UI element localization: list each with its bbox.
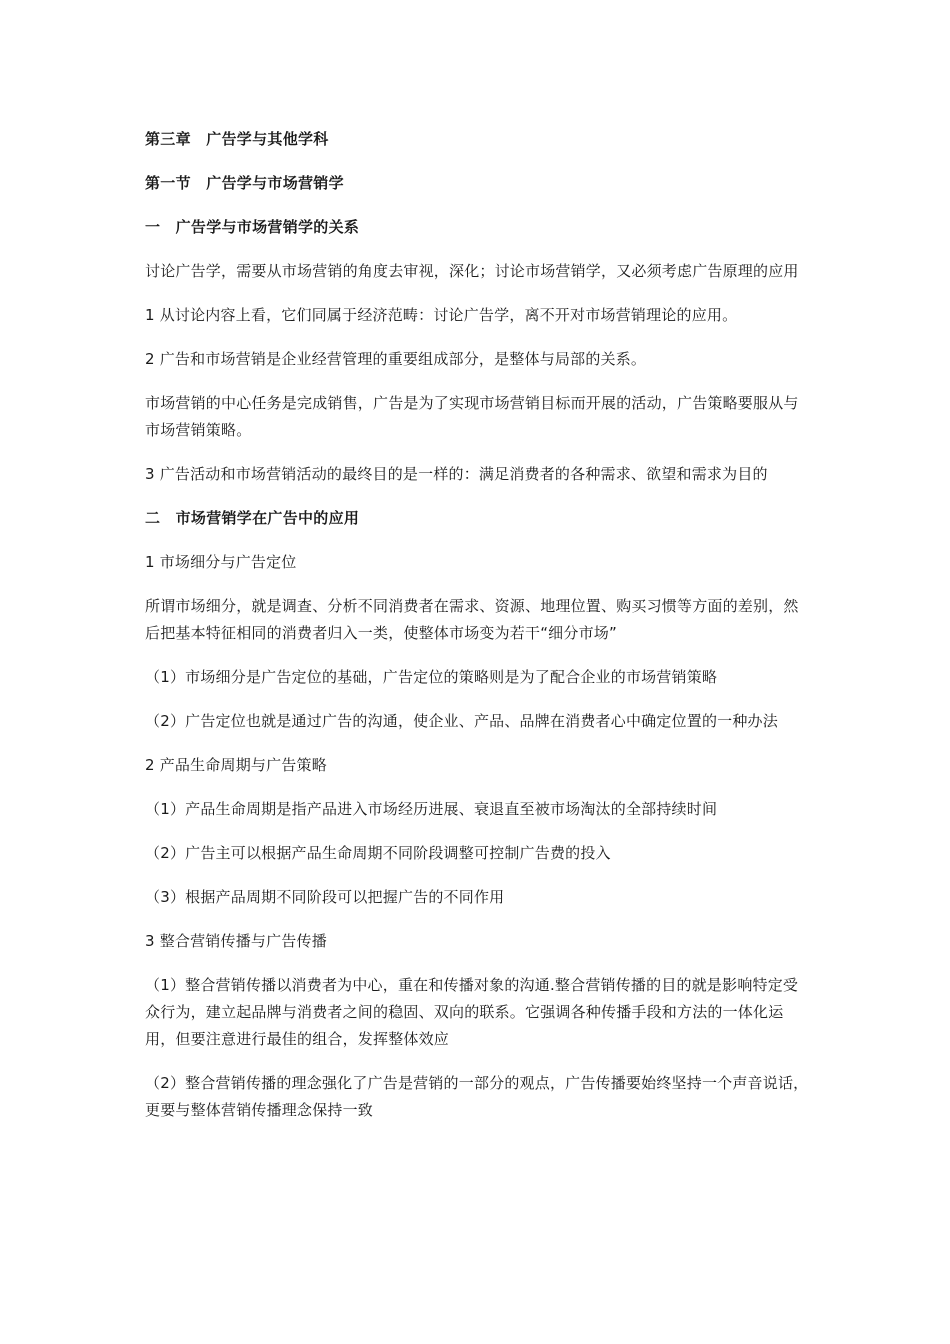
paragraph-point-2-detail: 市场营销的中心任务是完成销售，广告是为了实现市场营销目标而开展的活动，广告策略要服从与市场营销策略。 <box>145 394 799 439</box>
subheading-imc: 3 整合营销传播与广告传播 <box>145 932 327 950</box>
subheading-lifecycle: 2 产品生命周期与广告策略 <box>145 756 327 774</box>
paragraph-point-3: 3 广告活动和市场营销活动的最终目的是一样的：满足消费者的各种需求、欲望和需求为目的 <box>145 465 768 483</box>
paragraph-intro: 讨论广告学，需要从市场营销的角度去审视，深化；讨论市场营销学，又必须考虑广告原理的应用 <box>145 262 799 280</box>
list-item-segmentation-1: （1）市场细分是广告定位的基础，广告定位的策略则是为了配合企业的市场营销策略 <box>145 668 718 686</box>
section-title: 第一节 广告学与市场营销学 <box>145 174 344 192</box>
document-body <box>145 126 813 1141</box>
heading-relationship: 一 广告学与市场营销学的关系 <box>145 218 360 236</box>
list-item-lifecycle-2: （2）广告主可以根据产品生命周期不同阶段调整可控制广告费的投入 <box>145 844 611 862</box>
list-item-imc-1: （1）整合营销传播以消费者为中心，重在和传播对象的沟通.整合营销传播的目的就是影响特定受众行为，建立起品牌与消费者之间的稳固、双向的联系。它强调各种传播手段和方法的一体化运用，但要注意进行最佳的组合，发挥整体效应 <box>145 976 799 1048</box>
heading-application: 二 市场营销学在广告中的应用 <box>145 509 360 527</box>
subheading-segmentation: 1 市场细分与广告定位 <box>145 553 297 571</box>
paragraph-segmentation: 所谓市场细分，就是调查、分析不同消费者在需求、资源、地理位置、购买习惯等方面的差别，然后把基本特征相同的消费者归入一类，使整体市场变为若干“细分市场” <box>145 597 799 642</box>
paragraph-point-1: 1 从讨论内容上看，它们同属于经济范畴：讨论广告学，离不开对市场营销理论的应用。 <box>145 306 738 324</box>
paragraph-point-2: 2 广告和市场营销是企业经营管理的重要组成部分，是整体与局部的关系。 <box>145 350 647 368</box>
list-item-imc-2: （2）整合营销传播的理念强化了广告是营销的一部分的观点，广告传播要始终坚持一个声音说话，更要与整体营销传播理念保持一致 <box>145 1074 809 1119</box>
list-item-segmentation-2: （2）广告定位也就是通过广告的沟通，使企业、产品、品牌在消费者心中确定位置的一种办法 <box>145 712 778 730</box>
chapter-title: 第三章 广告学与其他学科 <box>145 130 329 148</box>
list-item-lifecycle-1: （1）产品生命周期是指产品进入市场经历进展、衰退直至被市场淘汰的全部持续时间 <box>145 800 718 818</box>
list-item-lifecycle-3: （3）根据产品周期不同阶段可以把握广告的不同作用 <box>145 888 505 906</box>
